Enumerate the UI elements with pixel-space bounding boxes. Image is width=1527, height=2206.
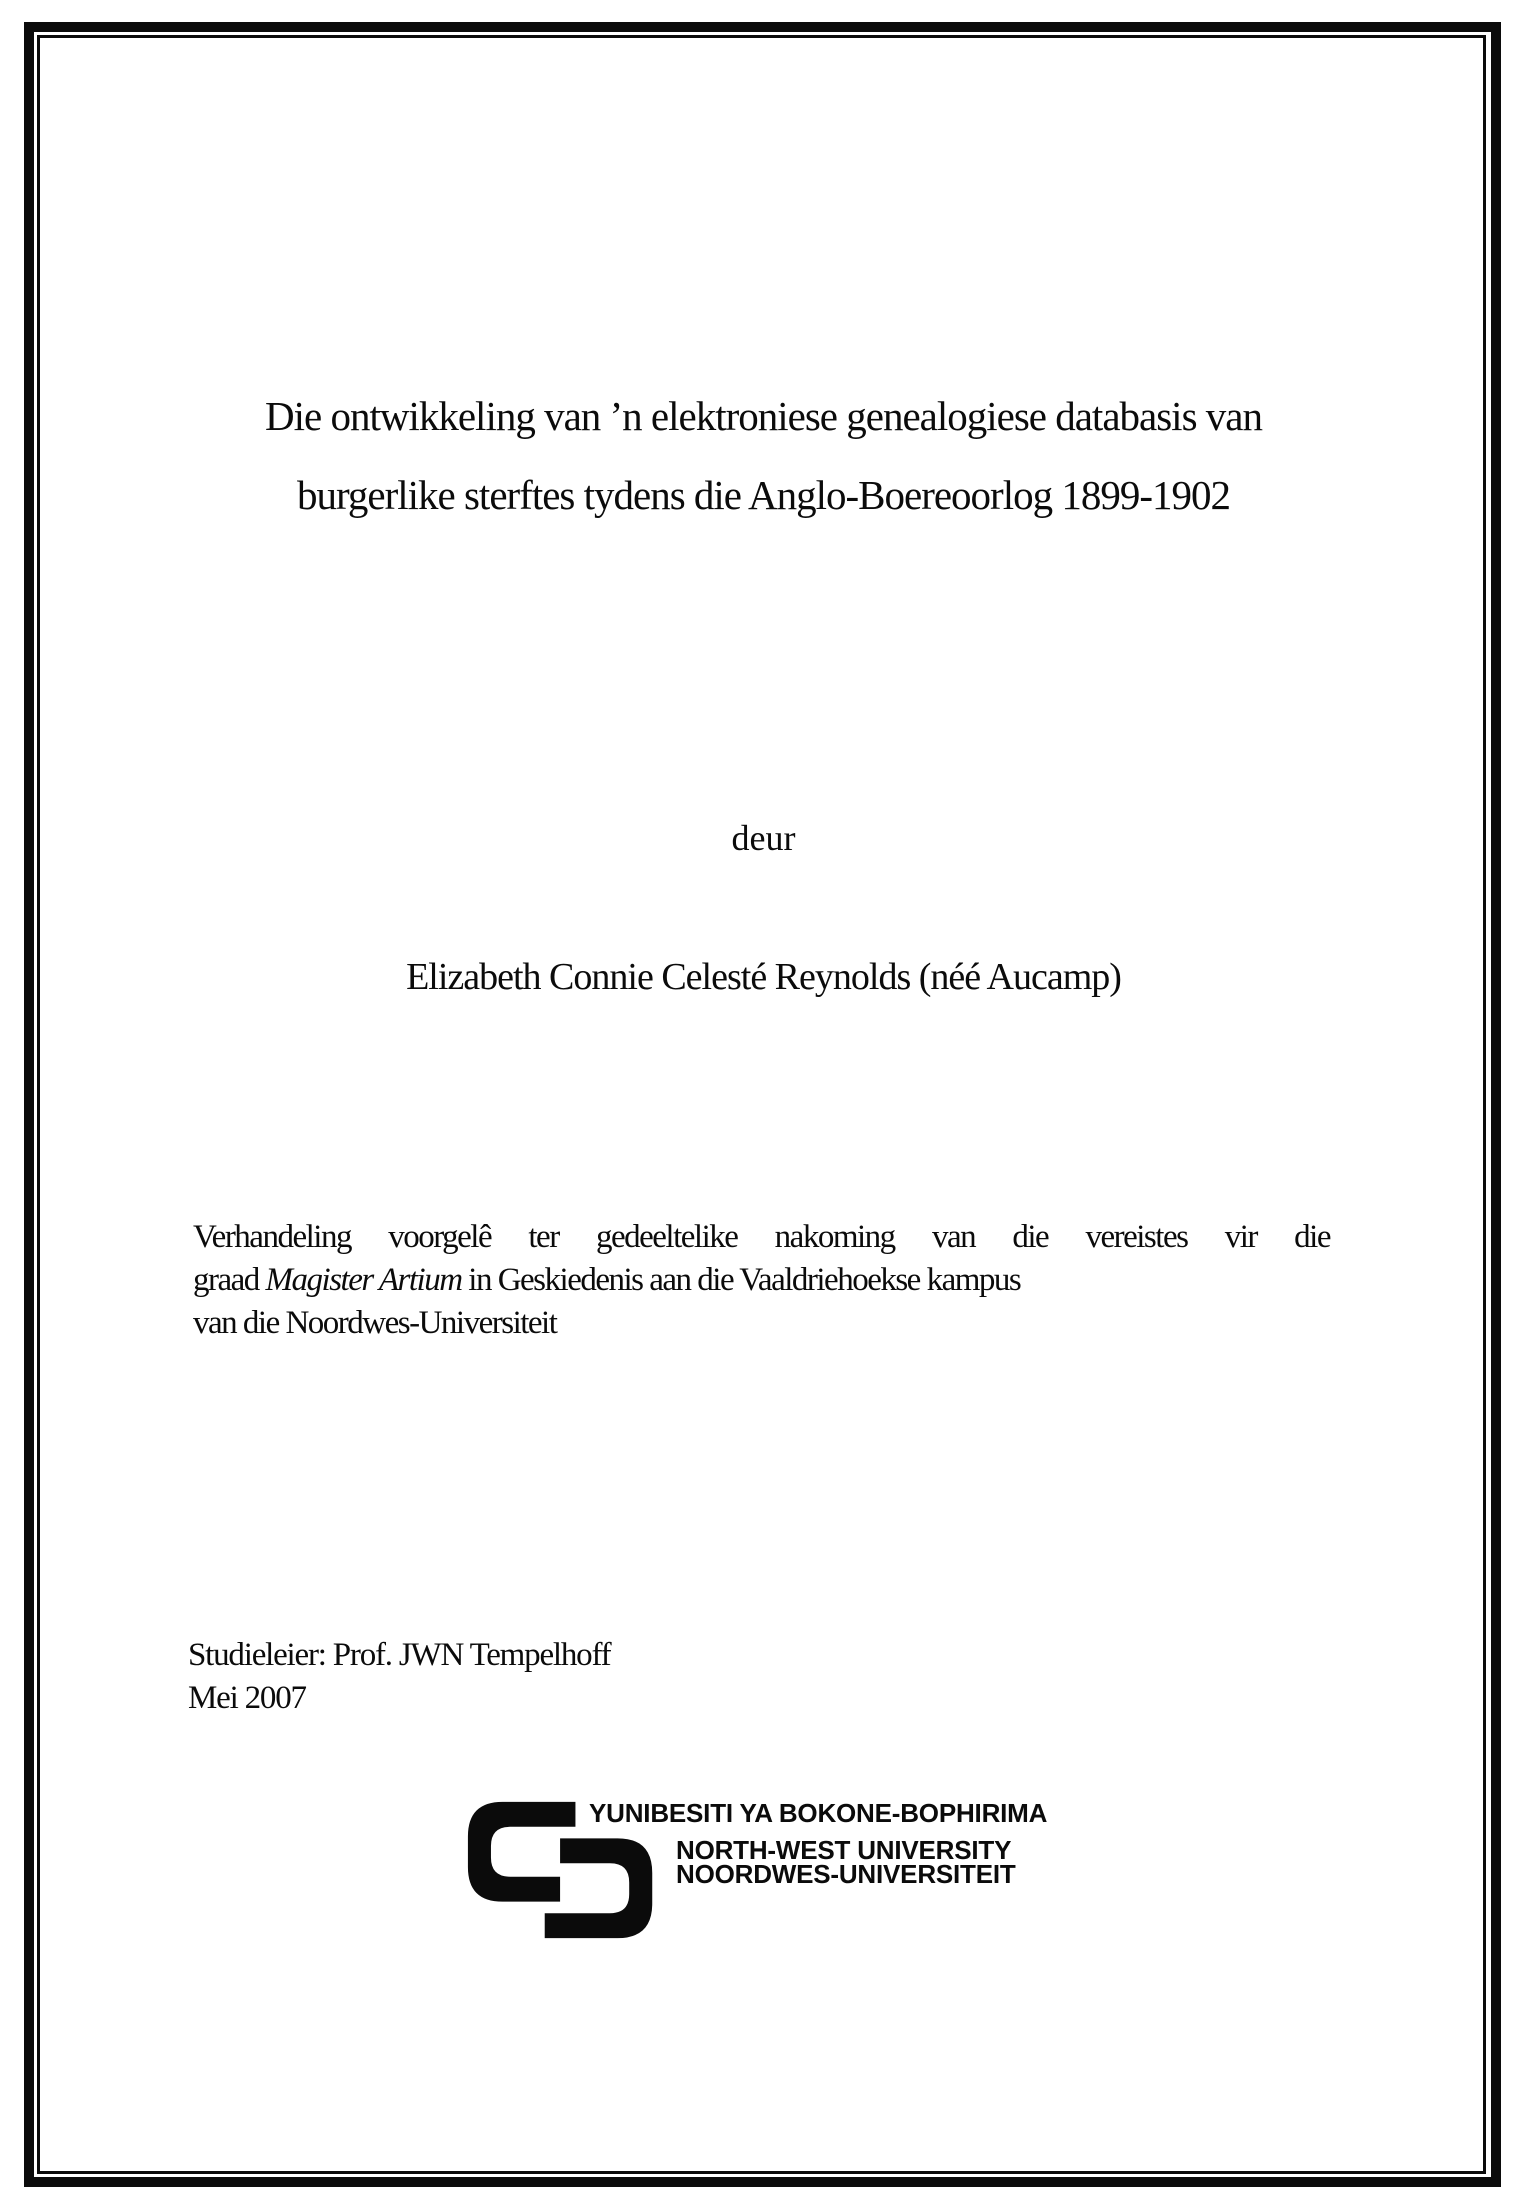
thesis-title bbox=[60, 377, 1467, 535]
university-logo-text bbox=[589, 1798, 1048, 1889]
thesis-title-line-2: burgerlike sterftes tydens die Anglo-Boereoorlog 1899-1902 bbox=[296, 472, 1230, 518]
supervisor-date-block bbox=[188, 1634, 1088, 1720]
thesis-title-line-1: Die ontwikkeling van ’n elektroniese genealogiese databasis van bbox=[265, 393, 1262, 439]
degree-statement-line-2 bbox=[193, 1259, 1330, 1302]
logo-text-english: NORTH-WEST UNIVERSITY bbox=[676, 1835, 1012, 1865]
degree-statement-line-3: van die Noordwes-Universiteit bbox=[193, 1305, 557, 1341]
degree-statement-line-2-suffix: in Geskiedenis aan die Vaaldriehoekse kampus bbox=[461, 1262, 1021, 1298]
university-logo bbox=[462, 1798, 1142, 1958]
degree-name-italic: Magister Artium bbox=[265, 1262, 462, 1298]
supervisor-line: Studieleier: Prof. JWN Tempelhoff bbox=[188, 1637, 611, 1673]
logo-text-setswana: YUNIBESITI YA BOKONE-BOPHIRIMA bbox=[589, 1798, 1048, 1828]
date-line: Mei 2007 bbox=[188, 1680, 306, 1716]
byline-deur: deur bbox=[731, 818, 796, 858]
logo-text-afrikaans: NOORDWES-UNIVERSITEIT bbox=[676, 1859, 1016, 1889]
degree-statement-line-1: Verhandeling voorgelê ter gedeeltelike nakoming van die vereistes vir die bbox=[193, 1219, 1330, 1255]
degree-statement-line-2-prefix: graad bbox=[193, 1262, 266, 1298]
degree-statement bbox=[193, 1216, 1330, 1345]
author-name: Elizabeth Connie Celesté Reynolds (néé Aucamp) bbox=[406, 956, 1121, 998]
